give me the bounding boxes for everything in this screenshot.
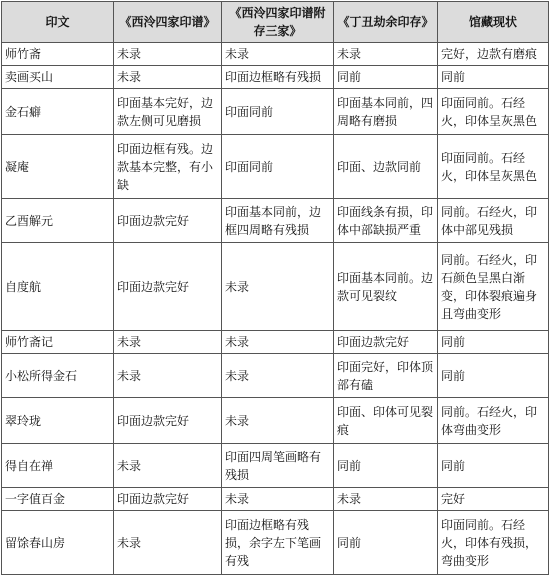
cell-collection-status: 同前 bbox=[438, 66, 549, 89]
cell-dingchou-jieyu: 同前 bbox=[334, 66, 438, 89]
cell-collection-status: 同前。石经火，印石颜色呈黑白渐变，印体裂痕遍身且弯曲变形 bbox=[438, 243, 549, 331]
cell-dingchou-jieyu: 未录 bbox=[334, 488, 438, 511]
cell-xiling-sijia-fucun: 未录 bbox=[222, 398, 334, 444]
cell-xiling-sijia-fucun: 未录 bbox=[222, 43, 334, 66]
cell-dingchou-jieyu: 印面边款完好 bbox=[334, 331, 438, 354]
table-row bbox=[2, 444, 549, 488]
table-row bbox=[2, 488, 549, 511]
seal-name: 翠玲珑 bbox=[2, 398, 114, 444]
cell-collection-status: 印面同前。石经火，印体呈灰黑色 bbox=[438, 135, 549, 199]
table-row bbox=[2, 331, 549, 354]
table-row bbox=[2, 243, 549, 331]
cell-collection-status: 完好 bbox=[438, 488, 549, 511]
seal-name: 小松所得金石 bbox=[2, 354, 114, 398]
seal-name: 师竹斋记 bbox=[2, 331, 114, 354]
cell-xiling-sijia-fucun: 未录 bbox=[222, 331, 334, 354]
cell-collection-status: 同前。石经火，印体弯曲变形 bbox=[438, 398, 549, 444]
header-xiling-sijia-fucun: 《西泠四家印谱附存三家》 bbox=[222, 2, 334, 43]
seal-name: 凝庵 bbox=[2, 135, 114, 199]
cell-xiling-sijia: 印面边款完好 bbox=[114, 243, 222, 331]
cell-xiling-sijia: 印面基本完好，边款左侧可见磨损 bbox=[114, 89, 222, 135]
cell-xiling-sijia-fucun: 印面边框略有残损，余字左下笔画有残 bbox=[222, 511, 334, 575]
table-row bbox=[2, 199, 549, 243]
cell-xiling-sijia: 未录 bbox=[114, 444, 222, 488]
cell-collection-status: 同前。石经火，印体中部见残损 bbox=[438, 199, 549, 243]
table-row bbox=[2, 398, 549, 444]
cell-xiling-sijia: 印面边框有残。边款基本完整，有小缺 bbox=[114, 135, 222, 199]
cell-xiling-sijia-fucun: 印面同前 bbox=[222, 135, 334, 199]
header-seal-text: 印文 bbox=[2, 2, 114, 43]
table-header-row bbox=[2, 2, 549, 43]
cell-xiling-sijia-fucun: 印面同前 bbox=[222, 89, 334, 135]
cell-dingchou-jieyu: 同前 bbox=[334, 511, 438, 575]
cell-dingchou-jieyu: 印面、印体可见裂痕 bbox=[334, 398, 438, 444]
seal-name: 一字值百金 bbox=[2, 488, 114, 511]
cell-dingchou-jieyu: 印面基本同前。边款可见裂纹 bbox=[334, 243, 438, 331]
seal-name: 留馀春山房 bbox=[2, 511, 114, 575]
cell-dingchou-jieyu: 未录 bbox=[334, 43, 438, 66]
cell-xiling-sijia: 印面边款完好 bbox=[114, 199, 222, 243]
cell-collection-status: 同前 bbox=[438, 354, 549, 398]
cell-xiling-sijia-fucun: 未录 bbox=[222, 243, 334, 331]
cell-xiling-sijia: 未录 bbox=[114, 66, 222, 89]
table-row bbox=[2, 135, 549, 199]
seal-name: 得自在禅 bbox=[2, 444, 114, 488]
seal-name: 卖画买山 bbox=[2, 66, 114, 89]
cell-dingchou-jieyu: 同前 bbox=[334, 444, 438, 488]
cell-xiling-sijia-fucun: 印面边框略有残损 bbox=[222, 66, 334, 89]
cell-xiling-sijia-fucun: 未录 bbox=[222, 488, 334, 511]
seal-name: 乙酉解元 bbox=[2, 199, 114, 243]
cell-xiling-sijia: 印面边款完好 bbox=[114, 488, 222, 511]
seal-name: 金石癖 bbox=[2, 89, 114, 135]
table-row bbox=[2, 89, 549, 135]
cell-xiling-sijia-fucun: 印面基本同前，边框四周略有残损 bbox=[222, 199, 334, 243]
cell-collection-status: 印面同前。石经火，印体有残损，弯曲变形 bbox=[438, 511, 549, 575]
header-dingchou-jieyu: 《丁丑劫余印存》 bbox=[334, 2, 438, 43]
table-row bbox=[2, 511, 549, 575]
header-collection-status: 馆藏现状 bbox=[438, 2, 549, 43]
cell-xiling-sijia: 未录 bbox=[114, 331, 222, 354]
table-row bbox=[2, 43, 549, 66]
cell-collection-status: 完好，边款有磨痕 bbox=[438, 43, 549, 66]
cell-dingchou-jieyu: 印面线条有损，印体中部缺损严重 bbox=[334, 199, 438, 243]
cell-collection-status: 同前 bbox=[438, 331, 549, 354]
cell-dingchou-jieyu: 印面完好，印体顶部有磕 bbox=[334, 354, 438, 398]
cell-collection-status: 印面同前。石经火，印体呈灰黑色 bbox=[438, 89, 549, 135]
cell-dingchou-jieyu: 印面基本同前，四周略有磨损 bbox=[334, 89, 438, 135]
cell-xiling-sijia: 未录 bbox=[114, 43, 222, 66]
cell-xiling-sijia-fucun: 印面四周笔画略有残损 bbox=[222, 444, 334, 488]
cell-collection-status: 同前 bbox=[438, 444, 549, 488]
header-xiling-sijia: 《西泠四家印谱》 bbox=[114, 2, 222, 43]
seal-collation-table bbox=[1, 1, 549, 575]
table-row bbox=[2, 66, 549, 89]
cell-xiling-sijia-fucun: 未录 bbox=[222, 354, 334, 398]
table-row bbox=[2, 354, 549, 398]
cell-xiling-sijia: 未录 bbox=[114, 354, 222, 398]
seal-name: 师竹斋 bbox=[2, 43, 114, 66]
cell-dingchou-jieyu: 印面、边款同前 bbox=[334, 135, 438, 199]
seal-name: 自度航 bbox=[2, 243, 114, 331]
cell-xiling-sijia: 印面边款完好 bbox=[114, 398, 222, 444]
cell-xiling-sijia: 未录 bbox=[114, 511, 222, 575]
